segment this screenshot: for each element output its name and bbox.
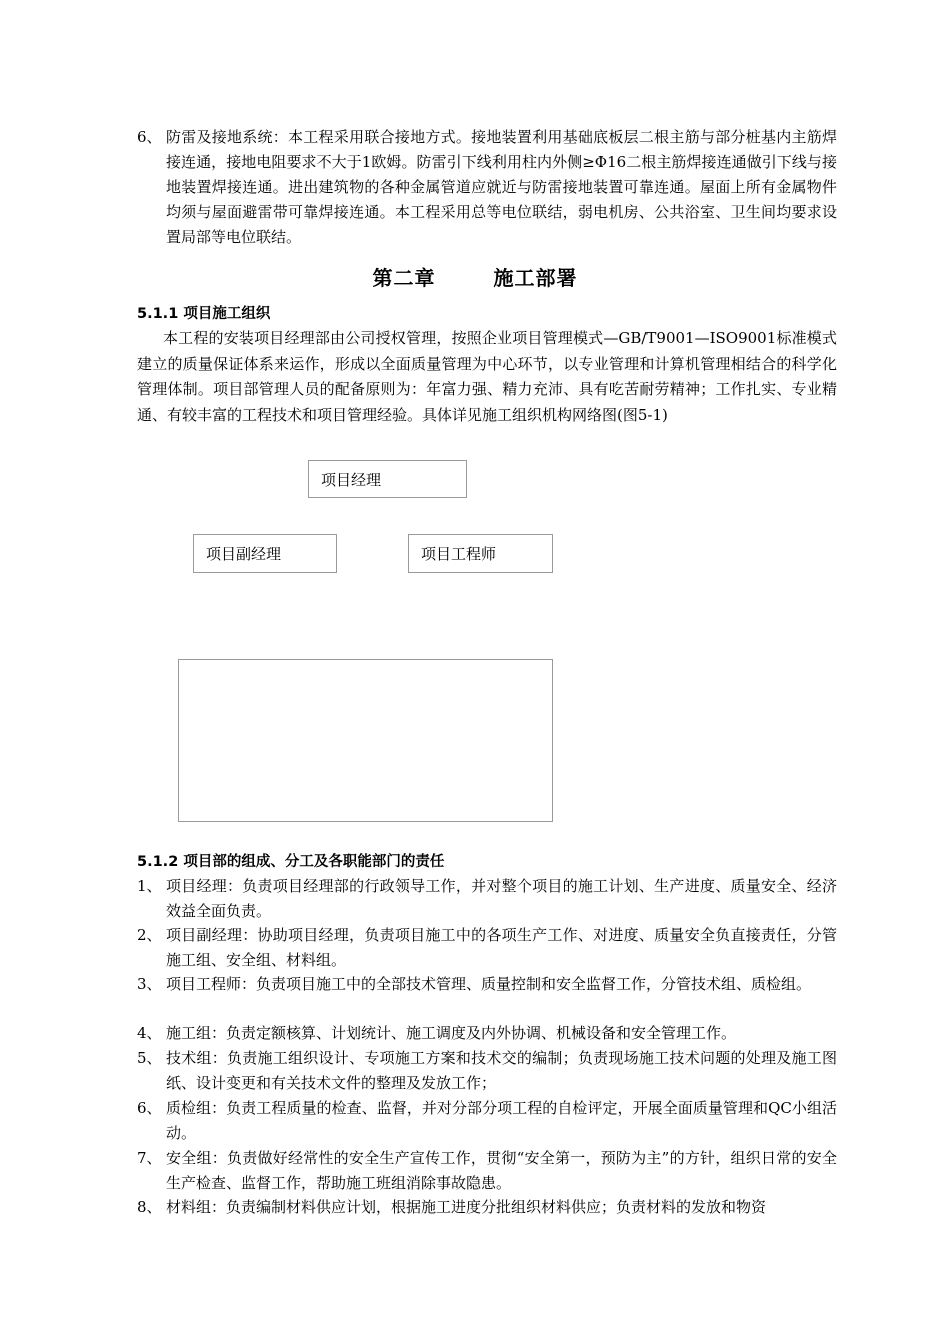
org-box-empty [178, 659, 553, 822]
list-item [137, 874, 837, 924]
list-item [137, 1146, 837, 1196]
item-number: 4、 [137, 1024, 162, 1042]
item-text: 项目工程师：负责项目施工中的全部技术管理、质量控制和安全监督工作，分管技术组、质检组。 [166, 975, 812, 993]
org-box-label: 项目工程师 [421, 545, 497, 563]
item-number: 1、 [137, 877, 162, 895]
item-number: 6、 [137, 128, 162, 146]
list-item [137, 1021, 837, 1046]
item-number: 7、 [137, 1149, 162, 1167]
section-heading-5-1-2: 5.1.2 项目部的组成、分工及各职能部门的责任 [137, 854, 445, 870]
org-box-manager [308, 460, 467, 498]
org-box-label: 项目副经理 [206, 545, 282, 563]
lightning-protection-item [137, 125, 837, 250]
item-number: 5、 [137, 1049, 162, 1067]
item-number: 6、 [137, 1099, 162, 1117]
chapter-number: 第二章 [372, 266, 436, 290]
list-item [137, 1046, 837, 1096]
chapter-title [0, 262, 950, 291]
item-text: 项目经理：负责项目经理部的行政领导工作，并对整个项目的施工计划、生产进度、质量安全、经济效益全面负责。 [166, 877, 837, 920]
item-text: 施工组：负责定额核算、计划统计、施工调度及内外协调、机械设备和安全管理工作。 [166, 1024, 737, 1042]
item-number: 8、 [137, 1198, 162, 1216]
org-box-deputy [193, 534, 337, 573]
list-item [137, 923, 837, 973]
section-heading-5-1-1: 5.1.1 项目施工组织 [137, 306, 271, 322]
item-text: 质检组：负责工程质量的检查、监督，并对分部分项工程的自检评定，开展全面质量管理和QC小组活动。 [166, 1099, 837, 1142]
list-item [137, 1195, 837, 1220]
item-text: 材料组：负责编制材料供应计划，根据施工进度分批组织材料供应；负责材料的发放和物资 [166, 1198, 767, 1216]
item-text: 安全组：负责做好经常性的安全生产宣传工作，贯彻“安全第一，预防为主”的方针，组织日常的安全生产检查、监督工作，帮助施工班组消除事故隐患。 [166, 1149, 837, 1192]
item-text: 技术组：负责施工组织设计、专项施工方案和技术交的编制；负责现场施工技术问题的处理及施工图纸、设计变更和有关技术文件的整理及发放工作； [166, 1049, 837, 1092]
item-text: 防雷及接地系统：本工程采用联合接地方式。接地装置利用基础底板层二根主筋与部分桩基内主筋焊接连通，接地电阻要求不大于1欧姆。防雷引下线利用柱内外侧≥Φ16二根主筋焊接连通做引下线与接地装置焊接连通。进出建筑物的各种金属管道应就近与防雷接地装置可靠连通。屋面上所有金属物件均须与屋面避雷带可靠焊接连通。本工程采用总等电位联结，弱电机房、公共浴室、卫生间均要求设置局部等电位联结。 [166, 128, 837, 246]
item-number: 2、 [137, 926, 162, 944]
list-item [137, 1096, 837, 1146]
list-item [137, 972, 837, 997]
item-text: 项目副经理：协助项目经理，负责项目施工中的各项生产工作、对进度、质量安全负直接责任，分管施工组、安全组、材料组。 [166, 926, 837, 969]
section-paragraph: 本工程的安装项目经理部由公司授权管理，按照企业项目管理模式—GB/T9001—ISO9001标准模式建立的质量保证体系来运作，形成以全面质量管理为中心环节，以专业管理和计算机管理相结合的科学化管理体制。项目部管理人员的配备原则为：年富力强、精力充沛、具有吃苦耐劳精神；工作扎实、专业精通、有较丰富的工程技术和项目管理经验。具体详见施工组织机构网络图(图5-1) [137, 329, 837, 424]
chapter-name: 施工部署 [493, 266, 578, 290]
org-box-label: 项目经理 [321, 471, 382, 489]
item-number: 3、 [137, 975, 162, 993]
org-box-engineer [408, 534, 553, 573]
